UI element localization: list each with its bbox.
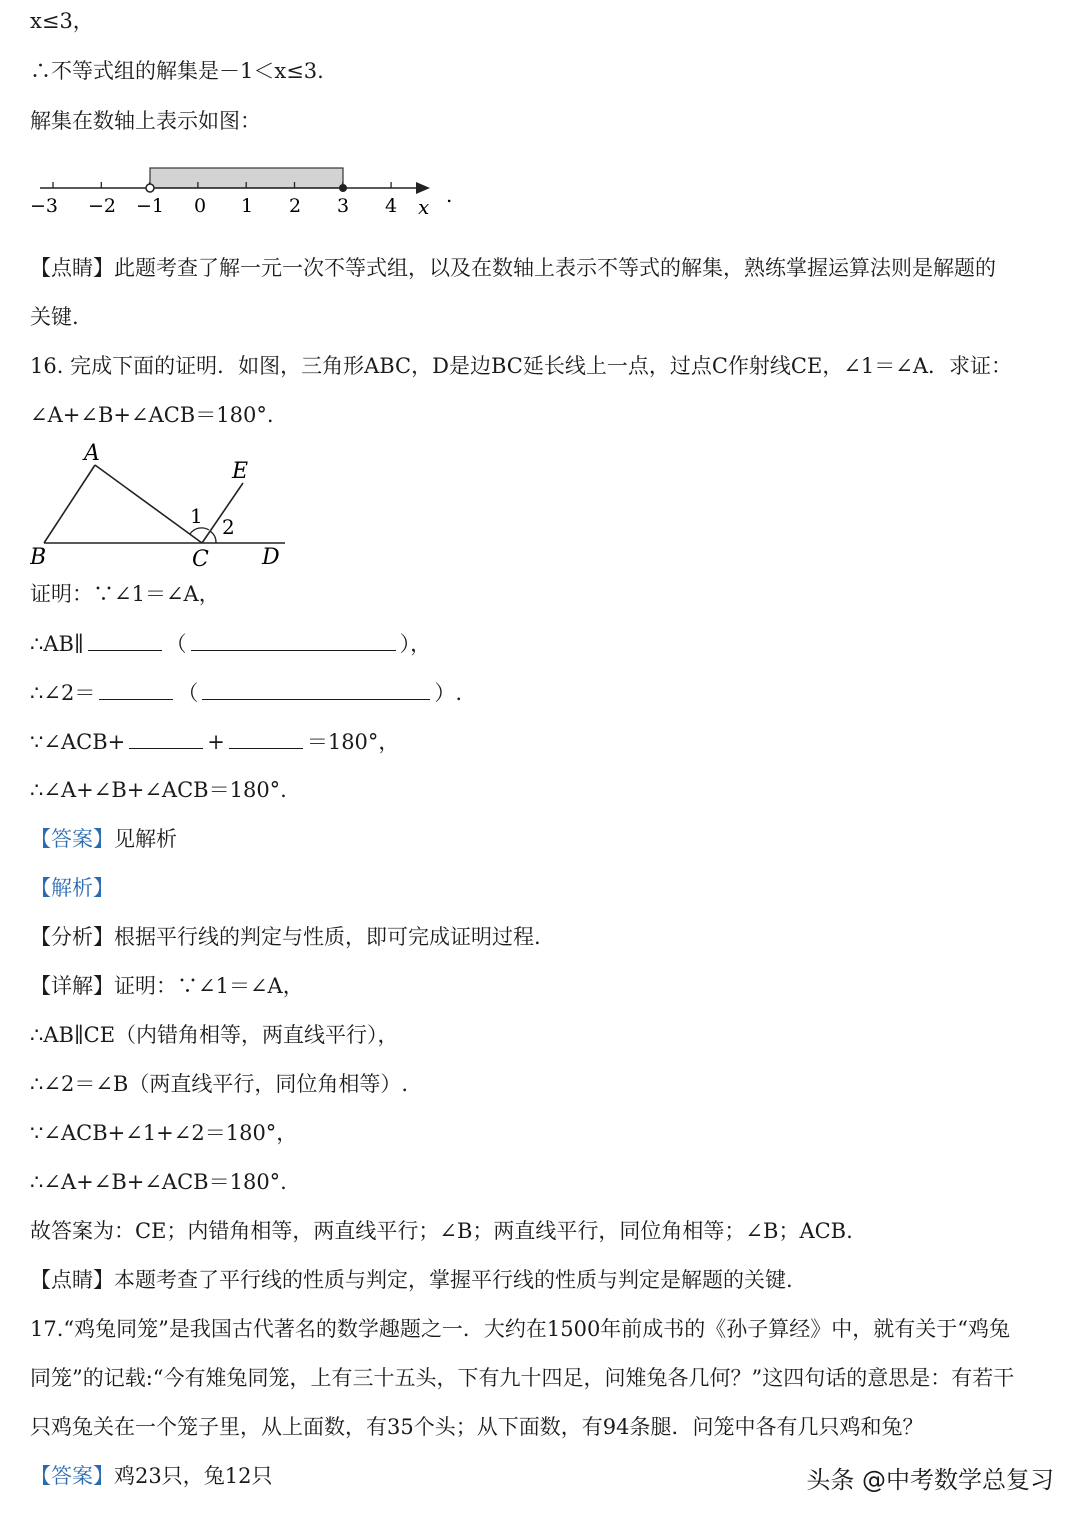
- tick-label-4: 4: [385, 195, 398, 217]
- answer-17: [30, 1461, 272, 1491]
- proof-line-4: [30, 726, 399, 756]
- question-16-line1: 16. 完成下面的证明．如图，三角形ABC，D是边BC延长线上一点，过点C作射线CE，∠1＝∠A．求证：: [30, 354, 1013, 378]
- proof-4-prefix: ∵∠ACB+: [30, 730, 126, 754]
- question-16-line2: ∠A+∠B+∠ACB＝180°.: [30, 403, 274, 427]
- blank-4a[interactable]: [129, 726, 203, 749]
- tick-label-neg2: −2: [88, 195, 117, 217]
- label-b: B: [30, 545, 47, 570]
- proof-2-prefix: ∴AB∥: [30, 632, 84, 656]
- label-angle-1: 1: [190, 504, 203, 528]
- closed-point-3: [339, 184, 347, 192]
- proof-3-open: （: [177, 681, 199, 705]
- blank-2b[interactable]: [191, 628, 396, 651]
- proof-4-suffix: ＝180°，: [306, 730, 400, 754]
- number-line-figure: [30, 150, 470, 222]
- blank-4b[interactable]: [229, 726, 303, 749]
- label-d: D: [262, 545, 280, 570]
- proof-line-2: [30, 628, 431, 658]
- proof-line-3: [30, 677, 462, 707]
- tick-label-neg1: −1: [136, 195, 165, 217]
- angle-1-arc: [190, 528, 209, 534]
- line-dianjing-1a: 【点睛】此题考查了解一元一次不等式组，以及在数轴上表示不等式的解集，熟练掌握运算法则是解题的: [30, 256, 996, 280]
- proof-line-1: 证明：∵∠1＝∠A，: [30, 582, 220, 606]
- question-17-line3: 只鸡兔关在一个笼子里，从上面数，有35个头；从下面数，有94条腿．问笼中各有几只鸡和兔？: [30, 1415, 924, 1439]
- jiexi-tag: 【解析】: [30, 876, 114, 900]
- proof-line-5: ∴∠A+∠B+∠ACB＝180°.: [30, 778, 287, 802]
- blank-3b[interactable]: [202, 677, 430, 700]
- label-angle-2: 2: [222, 515, 235, 539]
- line-solution-set: ∴不等式组的解集是－1＜x≤3.: [30, 59, 324, 83]
- tick-label-neg3: −3: [30, 195, 59, 217]
- proof-2-open: （: [165, 632, 187, 656]
- line-number-line-intro: 解集在数轴上表示如图：: [30, 109, 261, 133]
- answer-17-text: 鸡23只，兔12只: [114, 1464, 273, 1488]
- watermark: 头条 @中考数学总复习: [806, 1466, 1054, 1494]
- answer-17-tag: 【答案】: [30, 1464, 114, 1488]
- tick-label-0: 0: [194, 195, 207, 217]
- blank-2a[interactable]: [88, 628, 162, 651]
- axis-arrow: [416, 182, 430, 194]
- tick-label-1: 1: [241, 195, 254, 217]
- analysis-line: 【分析】根据平行线的判定与性质，即可完成证明过程.: [30, 925, 541, 949]
- tick-label-2: 2: [289, 195, 302, 217]
- final-answer-line: 故答案为：CE；内错角相等，两直线平行；∠B；两直线平行，同位角相等；∠B；ACB.: [30, 1219, 853, 1243]
- detail-line-1: 【详解】证明：∵∠1＝∠A，: [30, 974, 304, 998]
- dianjing-2: 【点睛】本题考查了平行线的性质与判定，掌握平行线的性质与判定是解题的关键.: [30, 1268, 793, 1292]
- question-17-line2: 同笼”的记载:“今有雉兔同笼，上有三十五头，下有九十四足，问雉兔各几何？”这四句话的意思是：有若干: [30, 1366, 1015, 1390]
- detail-line-5: ∴∠A+∠B+∠ACB＝180°.: [30, 1170, 287, 1194]
- label-a: A: [84, 441, 100, 466]
- tick-label-3: 3: [337, 195, 350, 217]
- proof-3-close: ）.: [434, 681, 463, 705]
- line-dianjing-1b: 关键.: [30, 305, 79, 329]
- detail-line-2: ∴AB∥CE（内错角相等，两直线平行），: [30, 1023, 399, 1047]
- triangle-figure: [30, 440, 300, 575]
- side-ac: [95, 465, 202, 543]
- axis-label-x: x: [418, 195, 430, 219]
- proof-3-prefix: ∴∠2＝: [30, 681, 96, 705]
- detail-line-4: ∵∠ACB+∠1+∠2＝180°，: [30, 1121, 298, 1145]
- blank-3a[interactable]: [99, 677, 173, 700]
- answer-tag: 【答案】: [30, 827, 114, 851]
- answer-text: 见解析: [114, 827, 177, 851]
- label-e: E: [232, 459, 249, 484]
- question-17-line1: 17.“鸡兔同笼”是我国古代著名的数学趣题之一．大约在1500年前成书的《孙子算经》中，就有关于“鸡兔: [30, 1317, 1011, 1341]
- proof-2-close: ），: [399, 632, 432, 656]
- angle-2-arc: [210, 531, 216, 543]
- label-c: C: [192, 547, 209, 572]
- line-x-le-3: x≤3，: [30, 9, 94, 33]
- open-point-minus-1: [146, 184, 154, 192]
- proof-4-plus: +: [207, 730, 225, 754]
- side-ab: [44, 465, 95, 543]
- answer-16: [30, 824, 177, 854]
- number-line-trailing-dot: .: [446, 183, 453, 207]
- detail-line-3: ∴∠2＝∠B（两直线平行，同位角相等）.: [30, 1072, 409, 1096]
